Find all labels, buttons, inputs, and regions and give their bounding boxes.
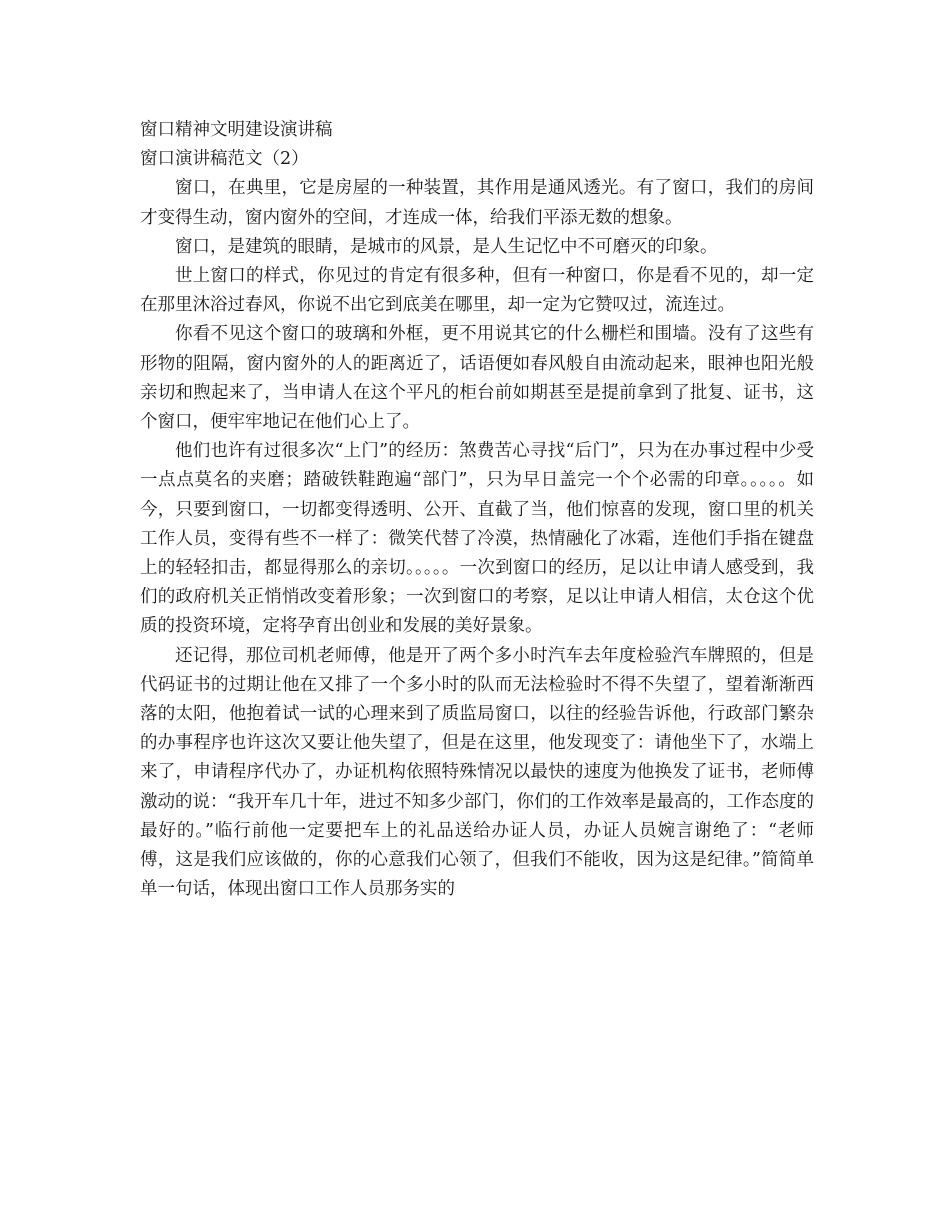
document-title: 窗口精神文明建设演讲稿 xyxy=(140,120,333,140)
paragraph-6: 还记得，那位司机老师傅，他是开了两个多小时汽车去年度检验汽车牌照的，但是代码证书的过期让他在又排了一个多小时的队而无法检验时不得不失望了，望着渐渐西落的太阳，他抱着试一试的心理来到了质监局窗口，以往的经验告诉他，行政部门繁杂的办事程序也许这次又要让他失望了，但是在这里，他发现变了：请他坐下了，水端上来了，申请程序代办了，办证机构依照特殊情况以最快的速度为他换发了证书，老师傅激动的说：“我开车几十年，进过不知多少部门，你们的工作效率是最高的，工作态度的最好的。”临行前他一定要把车上的礼品送给办证人员，办证人员婉言谢绝了：“老师傅，这是我们应该做的，你的心意我们心领了，但我们不能收，因为这是纪律。”简简单单一句话，体现出窗口工作人员那务实的 xyxy=(140,645,814,900)
paragraph-4: 你看不见这个窗口的玻璃和外框，更不用说其它的什么栅栏和围墙。没有了这些有形物的阻隔，窗内窗外的人的距离近了，话语便如春风般自由流动起来，眼神也阳光般亲切和煦起来了，当申请人在这个平凡的柜台前如期甚至是提前拿到了批复、证书，这个窗口，便牢牢地记在他们心上了。 xyxy=(140,324,814,433)
paragraph-5: 他们也许有过很多次“上门”的经历：煞费苦心寻找“后门”，只为在办事过程中少受一点点莫名的夹磨；踏破铁鞋跑遍“部门”，只为早日盖完一个个必需的印章。。。。。如今，只要到窗口，一切都变得透明、公开、直截了当，他们惊喜的发现，窗口里的机关工作人员，变得有些不一样了：微笑代替了冷漠，热情融化了冰霜，连他们手指在键盘上的轻轻扣击，都显得那么的亲切。。。。。一次到窗口的经历，足以让申请人感受到，我们的政府机关正悄悄改变着形象；一次到窗口的考察，足以让申请人相信，太仓这个优质的投资环境，定将孕育出创业和发展的美好景象。 xyxy=(140,441,814,637)
document-subtitle: 窗口演讲稿范文（2） xyxy=(140,149,309,170)
paragraph-1: 窗口，在典里，它是房屋的一种装置，其作用是通风透光。有了窗口，我们的房间才变得生动，窗内窗外的空间，才连成一体，给我们平添无数的想象。 xyxy=(140,178,814,228)
paragraph-3: 世上窗口的样式，你见过的肯定有很多种，但有一种窗口，你是看不见的，却一定在那里沐浴过春风，你说不出它到底美在哪里，却一定为它赞叹过，流连过。 xyxy=(140,266,814,316)
document-body xyxy=(140,116,814,904)
paragraph-2: 窗口，是建筑的眼睛，是城市的风景，是人生记忆中不可磨灭的印象。 xyxy=(175,236,718,257)
